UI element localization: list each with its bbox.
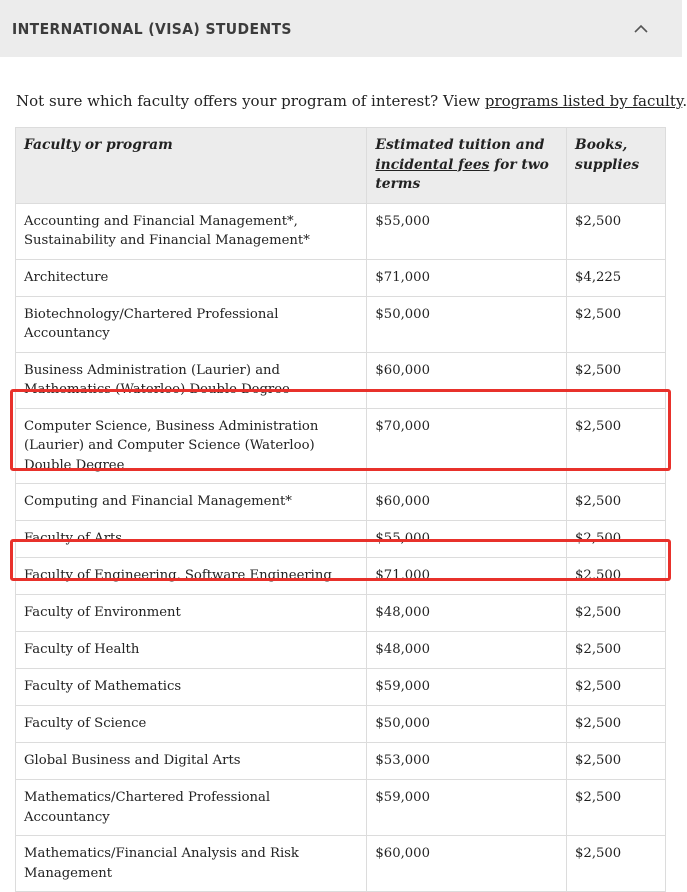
cell-tuition: $48,000	[367, 595, 567, 632]
cell-program: Mathematics/Financial Analysis and Risk Management	[16, 836, 367, 892]
table-row	[16, 632, 666, 669]
table-row	[16, 836, 666, 892]
cell-tuition: $71,000	[367, 558, 567, 595]
cell-books: $2,500	[567, 203, 666, 259]
cell-tuition: $59,000	[367, 780, 567, 836]
cell-tuition: $60,000	[367, 836, 567, 892]
cell-books: $2,500	[567, 408, 666, 484]
table-row	[16, 521, 666, 558]
table-row	[16, 706, 666, 743]
cell-books: $2,500	[567, 706, 666, 743]
table-row	[16, 743, 666, 780]
cell-tuition: $50,000	[367, 706, 567, 743]
table-row	[16, 296, 666, 352]
table-header-row	[16, 128, 666, 204]
intro-text-after: .	[682, 92, 687, 110]
accordion-header[interactable]	[0, 0, 682, 57]
header-program: Faculty or program	[16, 128, 367, 204]
cell-tuition: $53,000	[367, 743, 567, 780]
intro-text	[16, 91, 687, 111]
table-row	[16, 558, 666, 595]
cell-program: Architecture	[16, 259, 367, 296]
cell-books: $2,500	[567, 296, 666, 352]
cell-program: Faculty of Engineering, Software Engineering	[16, 558, 367, 595]
cell-tuition: $59,000	[367, 669, 567, 706]
cell-books: $2,500	[567, 558, 666, 595]
cell-tuition: $60,000	[367, 352, 567, 408]
table-row	[16, 259, 666, 296]
cell-program: Global Business and Digital Arts	[16, 743, 367, 780]
table-row	[16, 408, 666, 484]
header-tuition-after: for two terms	[375, 156, 549, 192]
programs-by-faculty-link[interactable]: programs listed by faculty	[484, 92, 683, 110]
table-row	[16, 484, 666, 521]
accordion-title: INTERNATIONAL (VISA) STUDENTS	[12, 19, 292, 38]
cell-books: $4,225	[567, 259, 666, 296]
cell-books: $2,500	[567, 595, 666, 632]
chevron-up-icon[interactable]	[632, 22, 650, 36]
cell-program: Faculty of Science	[16, 706, 367, 743]
cell-books: $2,500	[567, 669, 666, 706]
table-row	[16, 352, 666, 408]
cell-program: Biotechnology/Chartered Professional Accountancy	[16, 296, 367, 352]
cell-program: Computing and Financial Management*	[16, 484, 367, 521]
table-row	[16, 203, 666, 259]
cell-program: Computer Science, Business Administration (Laurier) and Computer Science (Waterloo) Double Degree	[16, 408, 367, 484]
intro-text-before: Not sure which faculty offers your program of interest? View	[16, 92, 485, 110]
cell-program: Faculty of Environment	[16, 595, 367, 632]
cell-books: $2,500	[567, 743, 666, 780]
cell-tuition: $70,000	[367, 408, 567, 484]
table-row	[16, 780, 666, 836]
cell-tuition: $60,000	[367, 484, 567, 521]
cell-tuition: $50,000	[367, 296, 567, 352]
header-tuition-before: Estimated tuition and	[375, 137, 545, 153]
cell-program: Faculty of Health	[16, 632, 367, 669]
cell-books: $2,500	[567, 780, 666, 836]
fees-table	[15, 127, 666, 892]
header-tuition	[367, 128, 567, 204]
cell-program: Business Administration (Laurier) and Mathematics (Waterloo) Double Degree	[16, 352, 367, 408]
cell-tuition: $55,000	[367, 203, 567, 259]
cell-books: $2,500	[567, 521, 666, 558]
header-books: Books, supplies	[567, 128, 666, 204]
cell-books: $2,500	[567, 632, 666, 669]
cell-tuition: $55,000	[367, 521, 567, 558]
incidental-fees-link[interactable]: incidental fees	[375, 156, 490, 173]
table-row	[16, 669, 666, 706]
cell-books: $2,500	[567, 352, 666, 408]
table-row	[16, 595, 666, 632]
cell-books: $2,500	[567, 484, 666, 521]
fees-table-body	[16, 203, 666, 892]
cell-program: Mathematics/Chartered Professional Accountancy	[16, 780, 367, 836]
cell-books: $2,500	[567, 836, 666, 892]
cell-program: Faculty of Arts	[16, 521, 367, 558]
cell-program: Accounting and Financial Management*, Sustainability and Financial Management*	[16, 203, 367, 259]
cell-tuition: $71,000	[367, 259, 567, 296]
cell-program: Faculty of Mathematics	[16, 669, 367, 706]
cell-tuition: $48,000	[367, 632, 567, 669]
